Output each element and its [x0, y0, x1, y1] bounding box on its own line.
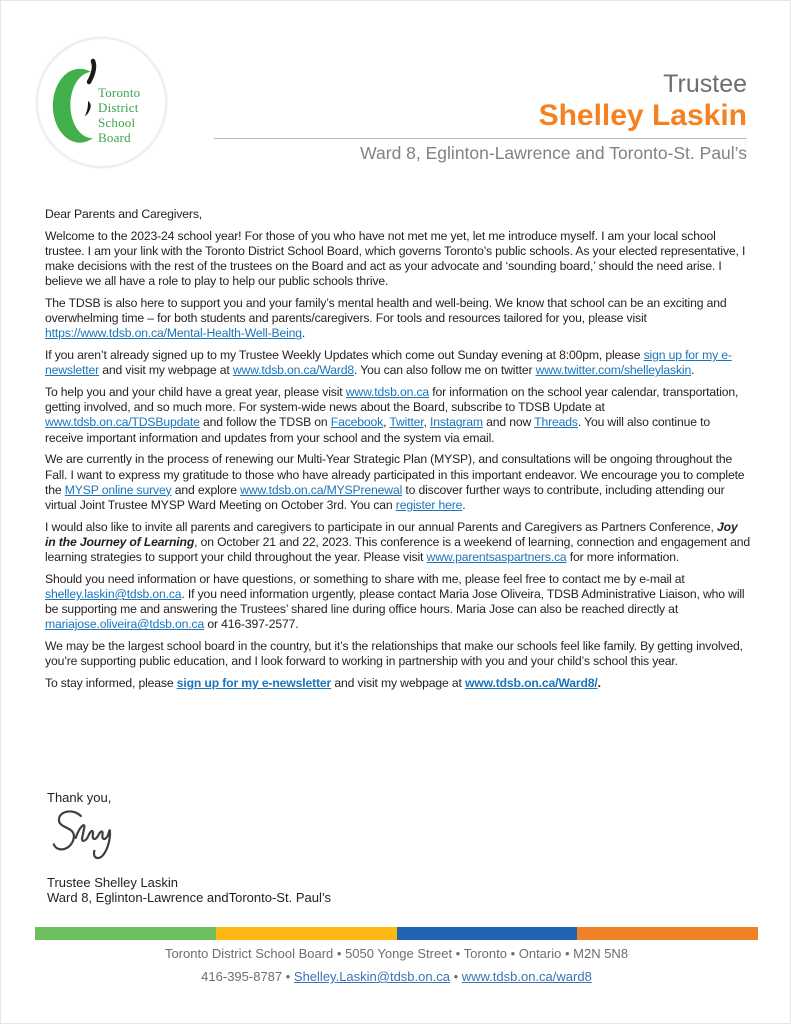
link[interactable]: www.tdsb.on.ca/ward8: [461, 969, 592, 984]
logo-wordmark: [98, 85, 140, 145]
text-run: ,: [383, 415, 390, 430]
text-run: We may be the largest school board in the country, but it’s the relationships that make our schools feel like family. By getting involved, you’re supporting public education, and I look forward to working in partnership with you and your child’s school this year.: [45, 639, 743, 669]
paragraph: [45, 676, 751, 691]
link[interactable]: sign up for my e-newsletter: [45, 348, 732, 378]
text-run: If you aren’t already signed up to my Trustee Weekly Updates which come out Sunday evening at 8:00pm, please: [45, 348, 644, 363]
link[interactable]: www.tdsb.on.ca/TDSBupdate: [45, 415, 200, 430]
apple-shape: [53, 69, 93, 143]
text-run: .: [301, 326, 306, 341]
signature-ward: Ward 8, Eglinton-Lawrence andToronto-St. Paul’s: [47, 890, 331, 905]
paragraph: [45, 348, 751, 378]
text-run: •: [449, 969, 462, 984]
link[interactable]: www.tdsb.on.ca: [345, 385, 430, 400]
signature-name: Trustee Shelley Laskin: [47, 875, 179, 890]
logo-word: School: [98, 115, 136, 130]
text-run: for information on the school year calendar, transportation, getting involved, and so much more. For system-wide news about the Board, subscribe to TDSB Update at: [45, 385, 739, 415]
link[interactable]: www.tdsb.on.ca/Ward8: [232, 363, 355, 378]
footer-bar-segment: [216, 927, 397, 940]
link[interactable]: Shelley.Laskin@tdsb.on.ca: [293, 969, 450, 984]
paragraph: [45, 229, 751, 290]
paragraph: [45, 452, 751, 513]
text-run: and now: [482, 415, 535, 430]
link[interactable]: mariajose.oliveira@tdsb.on.ca: [45, 617, 205, 632]
link[interactable]: Facebook: [330, 415, 384, 430]
trustee-role-title: Trustee: [663, 70, 747, 98]
text-run: I would also like to invite all parents and caregivers to participate in our annual Parents and Caregivers as Partners Conference,: [45, 519, 718, 534]
text-run: . If you need information urgently, please contact Maria Jose Oliveira, TDSB Administrative Liaison, who will be supporting me and answering the Trustees’ shared line during office hours. Maria Jose can also be reached directly at: [45, 586, 745, 617]
logo-word: Toronto: [98, 85, 141, 100]
link[interactable]: www.parentsaspartners.ca: [426, 550, 567, 565]
text-run: . You will also continue to receive important information and updates from your school and the system via email.: [45, 415, 710, 445]
paragraph: [45, 207, 751, 222]
text-run: To help you and your child have a great year, please visit: [45, 385, 346, 400]
text-run: and visit my webpage at: [99, 363, 233, 378]
text-run: .: [597, 675, 601, 690]
text-run: and explore: [171, 482, 241, 497]
ward-subtitle: Ward 8, Eglinton-Lawrence and Toronto-St. Paul’s: [360, 142, 747, 163]
signature-image: [47, 807, 331, 867]
link[interactable]: www.tdsb.on.ca/MYSPrenewal: [240, 482, 403, 497]
paragraph: [45, 385, 751, 446]
closing-block: [47, 790, 331, 905]
text-run: Joy in the Journey of Learning: [45, 519, 738, 549]
link[interactable]: www.twitter.com/shelleylaskin: [535, 363, 692, 378]
paragraph: [45, 296, 751, 342]
paragraph: [45, 520, 751, 566]
text-run: Should you need information or have questions, or something to share with me, please feel free to contact me by e-mail at: [45, 571, 685, 586]
text-run: The TDSB is also here to support you and your family’s mental health and well-being. We know that school can be an exciting and overwhelming time – for both students and parents/caregivers. For tools and resources tailored for you, please visit: [45, 296, 727, 326]
text-run: and follow the TDSB on: [199, 415, 331, 430]
text-run: ,: [423, 415, 431, 430]
link[interactable]: register here: [395, 497, 463, 512]
logo-word: Board: [98, 130, 131, 145]
footer-bar-segment: [577, 927, 758, 940]
link[interactable]: MYSP online survey: [64, 482, 172, 497]
footer-bar-segment: [35, 927, 216, 940]
apple-seed: [85, 101, 91, 116]
text-run: for more information.: [566, 550, 680, 565]
footer-bar-segment: [397, 927, 578, 940]
link[interactable]: sign up for my e-newsletter: [176, 675, 332, 690]
tdsb-logo: [36, 37, 167, 168]
footer-address: Toronto District School Board • 5050 Yonge Street • Toronto • Ontario • M2N 5N8: [164, 946, 629, 961]
letter-body: [45, 207, 751, 698]
link[interactable]: www.tdsb.on.ca/Ward8/: [464, 675, 598, 690]
text-run: Welcome to the 2023-24 school year! For those of you who have not met me yet, let me introduce myself. I am your local school trustee. I am your link with the Toronto District School Board, which governs Toronto’s public schools. As your elected representative, I make decisions with the rest of the trustees on the Board and act as your advocate and ‘sounding board,’ should the need arise. I believe we all have a role to play to help our public schools thrive.: [45, 228, 746, 289]
link[interactable]: Instagram: [430, 415, 483, 430]
text-run: , on October 21 and 22, 2023. This conference is a weekend of learning, connection and engagement and learning strategies to support your child throughout the year. Please visit: [45, 534, 750, 565]
closing-thanks: Thank you,: [47, 790, 112, 805]
paragraph: [45, 639, 751, 669]
text-run: and visit my webpage at: [331, 675, 465, 690]
text-run: .: [462, 497, 466, 512]
link[interactable]: Threads: [534, 415, 578, 430]
footer-contact: [1, 969, 791, 984]
text-run: to discover further ways to contribute, including attending our virtual Joint Trustee MYSP Ward Meeting on October 3rd. You can: [45, 482, 725, 512]
link[interactable]: Twitter: [389, 415, 424, 430]
logo-word: District: [98, 100, 139, 115]
paragraph: [45, 572, 751, 633]
text-run: .: [691, 363, 695, 378]
letterhead: [214, 71, 747, 164]
text-run: . You can also follow me on twitter: [354, 363, 536, 378]
text-run: To stay informed, please: [45, 675, 177, 690]
trustee-name: Shelley Laskin: [538, 98, 747, 132]
text-run: 416-395-8787 •: [201, 969, 294, 984]
text-run: We are currently in the process of renewing our Multi-Year Strategic Plan (MYSP), and consultations will be ongoing throughout the Fall. I want to express my gratitude to those who have already participated in this important endeavor. We encourage you to complete the: [45, 452, 745, 497]
link[interactable]: shelley.laskin@tdsb.on.ca: [45, 586, 182, 601]
text-run: Dear Parents and Caregivers,: [45, 207, 203, 221]
footer-color-bar: [35, 927, 758, 940]
text-run: or 416-397-2577.: [204, 617, 299, 632]
link[interactable]: https://www.tdsb.on.ca/Mental-Health-Well-Being: [45, 326, 302, 341]
